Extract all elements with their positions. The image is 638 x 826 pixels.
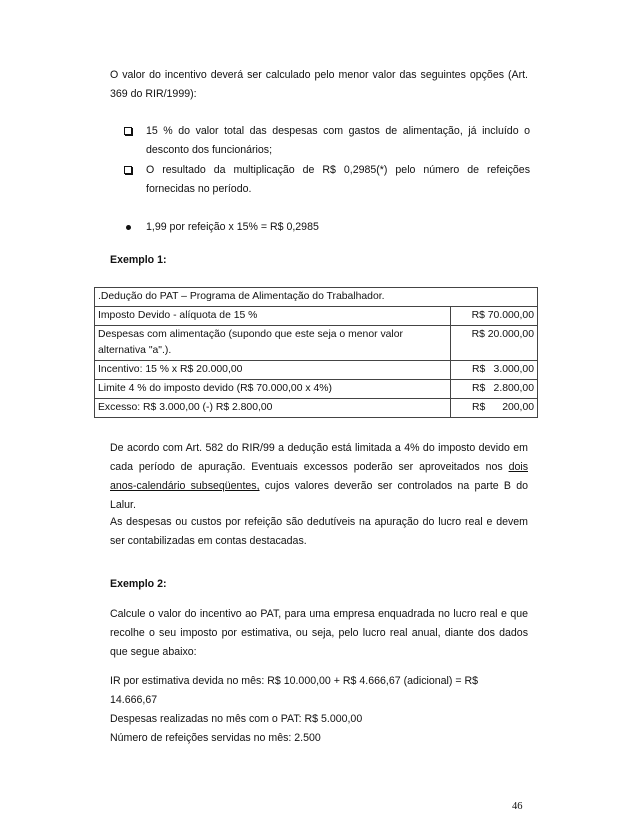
limit-text-start: De acordo com Art. 582 do RIR/99 a dedução está limitada a 4% do imposto devido em cada período de apuração. Eventuais excessos poderão ser aproveitados nos xyxy=(110,442,528,473)
table-row xyxy=(95,307,538,326)
table-row xyxy=(95,399,538,418)
row-currency: R$ xyxy=(472,364,486,375)
option-item-2 xyxy=(124,161,530,199)
option-text: O resultado da multiplicação de R$ 0,2985(*) pelo número de refeições fornecidas no período. xyxy=(146,164,530,195)
row-amount: 200,00 xyxy=(502,402,534,413)
row-currency: R$ xyxy=(472,402,486,413)
row-amount: 3.000,00 xyxy=(493,364,534,375)
table-row xyxy=(95,361,538,380)
option-text: 15 % do valor total das despesas com gastos de alimentação, já incluído o desconto dos funcionários; xyxy=(146,125,530,156)
pat-deduction-table xyxy=(94,287,538,418)
dot-bullet-icon xyxy=(124,218,136,237)
limit-text-end: cujos valores deverão ser controlados na parte B do Lalur. xyxy=(110,480,528,511)
table-row xyxy=(95,326,538,361)
data-line: IR por estimativa devida no mês: R$ 10.000,00 + R$ 4.666,67 (adicional) = R$ 14.666,67 xyxy=(110,675,479,706)
table-row xyxy=(95,288,538,307)
option-item-1 xyxy=(124,122,530,160)
row-value xyxy=(451,380,538,399)
data-line: Número de refeições servidas no mês: 2.500 xyxy=(110,732,321,744)
row-label: Despesas com alimentação (supondo que este seja o menor valor alternativa "a".). xyxy=(95,326,451,361)
example2-heading: Exemplo 2: xyxy=(110,578,167,590)
limit-text-underlined: dois anos-calendário subseqüentes, xyxy=(110,461,528,492)
note-item xyxy=(124,218,530,237)
deductible-paragraph: As despesas ou custos por refeição são dedutíveis na apuração do lucro real e devem ser contabilizadas em contas destacadas. xyxy=(110,516,528,547)
example2-paragraph: Calcule o valor do incentivo ao PAT, para uma empresa enquadrada no lucro real e que recolhe o seu imposto por estimativa, ou seja, pelo lucro real anual, diante dos dados que segue abaixo: xyxy=(110,608,528,658)
checkbox-bullet-icon xyxy=(124,122,136,142)
note-text: 1,99 por refeição x 15% = R$ 0,2985 xyxy=(146,221,319,233)
row-value: R$ 20.000,00 xyxy=(451,326,538,361)
example2-data-lines xyxy=(110,672,528,748)
row-label: Excesso: R$ 3.000,00 (-) R$ 2.800,00 xyxy=(95,399,451,418)
row-value: R$ 70.000,00 xyxy=(451,307,538,326)
row-label: Limite 4 % do imposto devido (R$ 70.000,00 x 4%) xyxy=(95,380,451,399)
checkbox-bullet-icon xyxy=(124,161,136,181)
row-label: Imposto Devido - alíquota de 15 % xyxy=(95,307,451,326)
intro-paragraph: O valor do incentivo deverá ser calculado pelo menor valor das seguintes opções (Art. 369 do RIR/1999): xyxy=(110,69,528,100)
row-label: Incentivo: 15 % x R$ 20.000,00 xyxy=(95,361,451,380)
row-value xyxy=(451,399,538,418)
example1-heading: Exemplo 1: xyxy=(110,254,167,266)
table-row xyxy=(95,380,538,399)
row-value xyxy=(451,361,538,380)
row-currency: R$ xyxy=(472,383,486,394)
data-line: Despesas realizadas no mês com o PAT: R$ 5.000,00 xyxy=(110,713,363,725)
row-amount: 2.800,00 xyxy=(493,383,534,394)
table-title: .Dedução do PAT – Programa de Alimentação do Trabalhador. xyxy=(95,288,538,307)
limit-paragraph xyxy=(110,439,528,515)
page-number: 46 xyxy=(512,801,523,812)
